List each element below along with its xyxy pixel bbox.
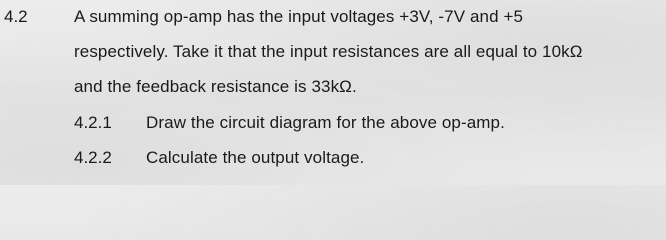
subquestion-number-1: 4.2.1 [74,113,112,132]
question-text-line-1: A summing op-amp has the input voltages +3V, -7V and +5 [74,7,524,26]
subquestion-number-2: 4.2.2 [74,148,112,167]
question-text-line-3: and the feedback resistance is 33kΩ. [74,77,357,96]
subquestion-text-2: Calculate the output voltage. [146,148,365,167]
subquestion-text-1: Draw the circuit diagram for the above op-amp. [146,113,505,132]
question-number: 4.2 [4,7,28,26]
question-text-line-2: respectively. Take it that the input resistances are all equal to 10kΩ [74,42,583,61]
